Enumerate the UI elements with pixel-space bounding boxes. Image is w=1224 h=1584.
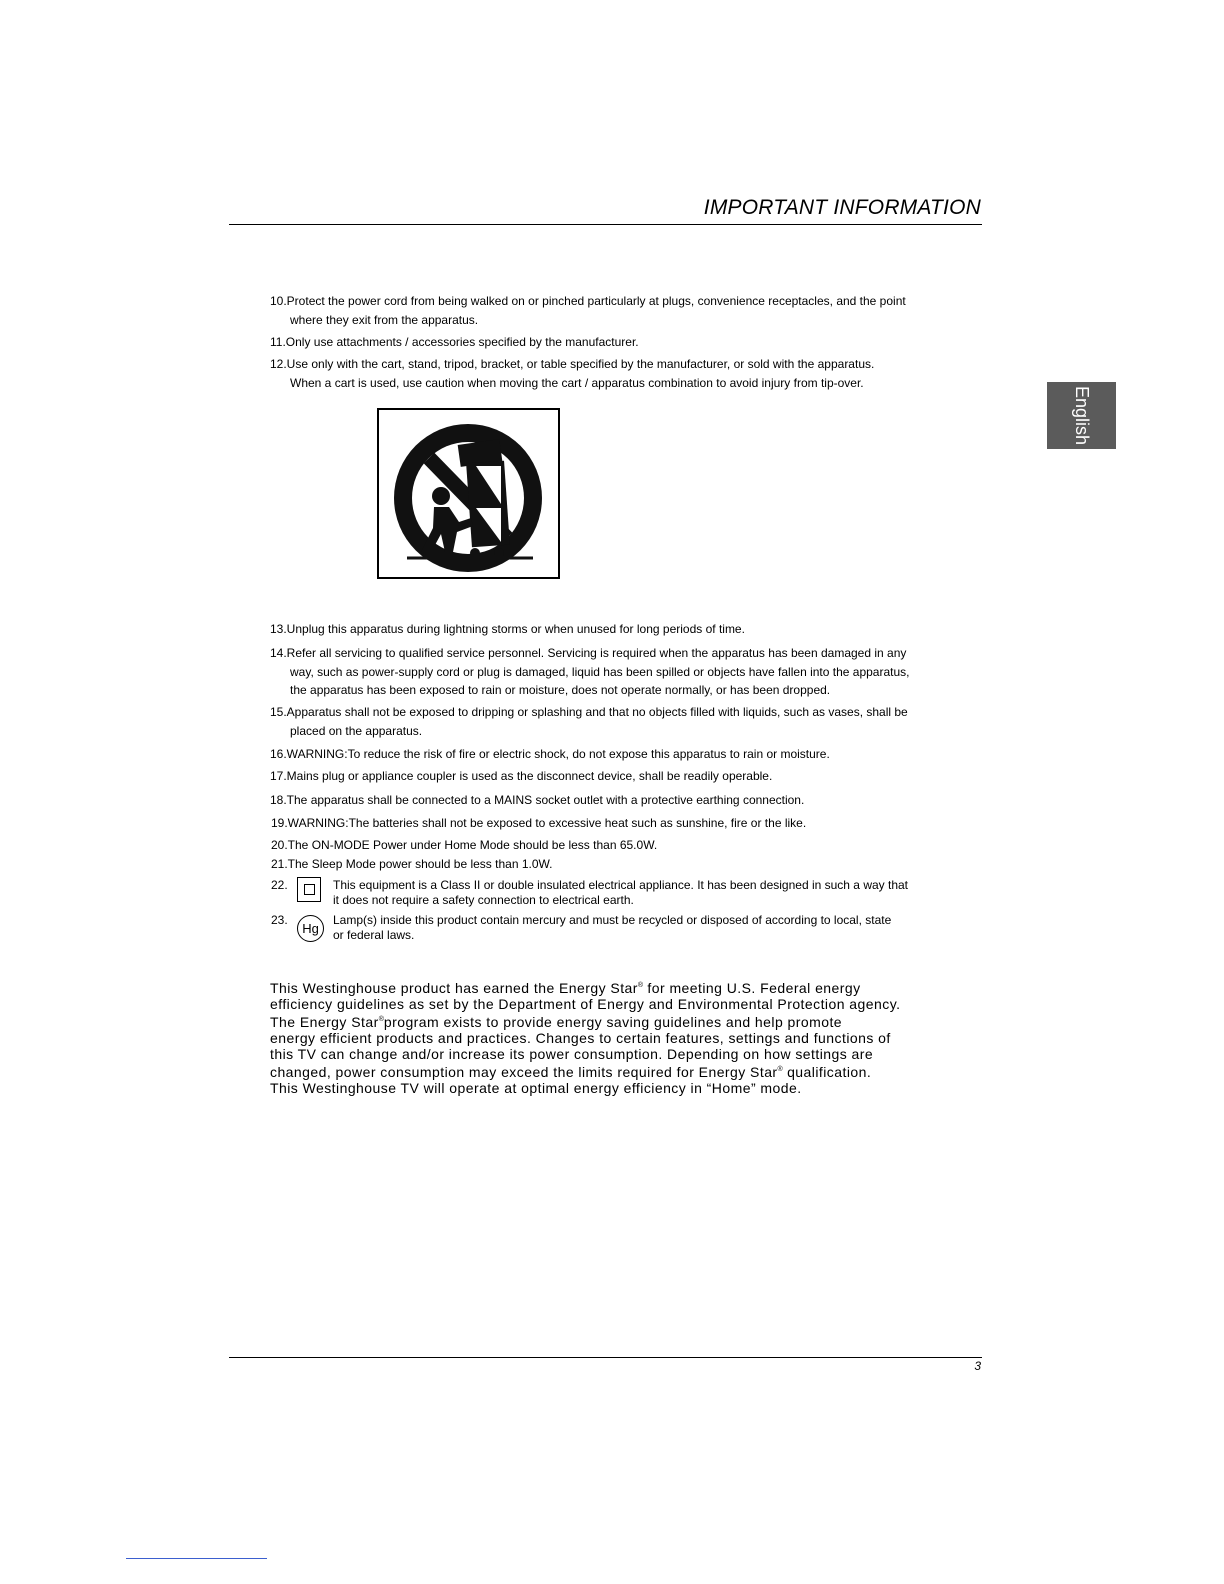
item-20-line-1: 20.The ON-MODE Power under Home Mode should be less than 65.0W. — [271, 838, 658, 852]
list-item-12 — [270, 355, 950, 392]
energy-line-2: efficiency guidelines as set by the Department of Energy and Environmental Protection agency. — [270, 996, 901, 1012]
list-item-22 — [333, 878, 948, 908]
language-tab[interactable] — [1047, 382, 1116, 449]
cart-tipover-warning-figure — [377, 408, 560, 579]
list-item-11 — [270, 333, 950, 352]
item-19-line-1: 19.WARNING:The batteries shall not be exposed to excessive heat such as sunshine, fire or the like. — [271, 816, 807, 830]
item-10-line-2: where they exit from the apparatus. — [290, 312, 479, 327]
energy-line-3: The Energy Star®program exists to provide energy saving guidelines and help promote — [270, 1014, 843, 1030]
list-item-15 — [270, 703, 950, 740]
list-item-19 — [271, 814, 951, 833]
item-22-number: 22. — [271, 878, 288, 892]
item-12-line-2: When a cart is used, use caution when moving the cart / apparatus combination to avoid injury from tip-over. — [290, 375, 864, 390]
item-12-line-1: 12.Use only with the cart, stand, tripod, bracket, or table specified by the manufacturer, or sold with the apparatus. — [270, 357, 875, 371]
header-rule — [229, 224, 982, 225]
list-item-20 — [271, 836, 951, 855]
registered-mark: ® — [378, 1016, 384, 1023]
item-21-line-1: 21.The Sleep Mode power should be less than 1.0W. — [271, 857, 553, 871]
cart-warning-icon — [379, 410, 558, 577]
item-14-line-1: 14.Refer all servicing to qualified service personnel. Servicing is required when the apparatus has been damaged in any — [270, 646, 907, 660]
language-tab-label: English — [1071, 385, 1092, 446]
item-15-line-1: 15.Apparatus shall not be exposed to dripping or splashing and that no objects filled with liquids, such as vases, shall be — [270, 705, 908, 719]
item-23-line-2: or federal laws. — [333, 928, 415, 942]
list-item-23 — [333, 913, 948, 943]
list-item-10 — [270, 292, 950, 329]
energy-line-7: This Westinghouse TV will operate at optimal energy efficiency in “Home” mode. — [270, 1080, 802, 1096]
class-ii-symbol-icon — [297, 877, 321, 902]
item-13-line-1: 13.Unplug this apparatus during lightning storms or when unused for long periods of time. — [270, 622, 745, 636]
energy-line-4: energy efficient products and practices. Changes to certain features, settings and functions of — [270, 1030, 891, 1046]
energy-line-6: changed, power consumption may exceed the limits required for Energy Star® qualification. — [270, 1064, 872, 1080]
item-16-line-1: 16.WARNING:To reduce the risk of fire or electric shock, do not expose this apparatus to rain or moisture. — [270, 747, 830, 761]
list-item-21 — [271, 855, 951, 874]
item-11-line-1: 11.Only use attachments / accessories specified by the manufacturer. — [270, 335, 639, 349]
registered-mark: ® — [777, 1066, 783, 1073]
energy-line-1: This Westinghouse product has earned the Energy Star® for meeting U.S. Federal energy — [270, 980, 861, 996]
footer-rule — [229, 1357, 982, 1358]
item-15-line-2: placed on the apparatus. — [290, 723, 423, 738]
item-14-line-2: way, such as power-supply cord or plug is damaged, liquid has been spilled or objects have fallen into the apparatus, — [290, 664, 910, 679]
item-23-line-1: Lamp(s) inside this product contain mercury and must be recycled or disposed of according to local, state — [333, 913, 892, 927]
registered-mark: ® — [637, 982, 644, 989]
bottom-link-underline — [126, 1558, 267, 1559]
page-title: IMPORTANT INFORMATION — [703, 196, 981, 219]
energy-line-5: this TV can change and/or increase its power consumption. Depending on how settings are — [270, 1046, 874, 1062]
list-item-16 — [270, 745, 950, 764]
item-10-line-1: 10.Protect the power cord from being walked on or pinched particularly at plugs, convenience receptacles, and the point — [270, 294, 906, 308]
list-item-18 — [270, 791, 950, 810]
mercury-hg-icon: Hg — [297, 915, 324, 942]
energy-star-paragraph — [270, 978, 970, 1096]
item-14-line-3: the apparatus has been exposed to rain or moisture, does not operate normally, or has been dropped. — [290, 683, 831, 697]
list-item-14 — [270, 644, 950, 700]
item-22-line-2: it does not require a safety connection to electrical earth. — [333, 893, 634, 907]
list-item-13 — [270, 620, 950, 639]
item-18-line-1: 18.The apparatus shall be connected to a MAINS socket outlet with a protective earthing connection. — [270, 793, 805, 807]
item-23-number: 23. — [271, 913, 288, 927]
list-item-17 — [270, 767, 950, 786]
item-17-line-1: 17.Mains plug or appliance coupler is used as the disconnect device, shall be readily operable. — [270, 769, 773, 783]
page-number: 3 — [974, 1359, 981, 1373]
item-22-line-1: This equipment is a Class II or double insulated electrical appliance. It has been designed in such a way that — [333, 878, 909, 892]
